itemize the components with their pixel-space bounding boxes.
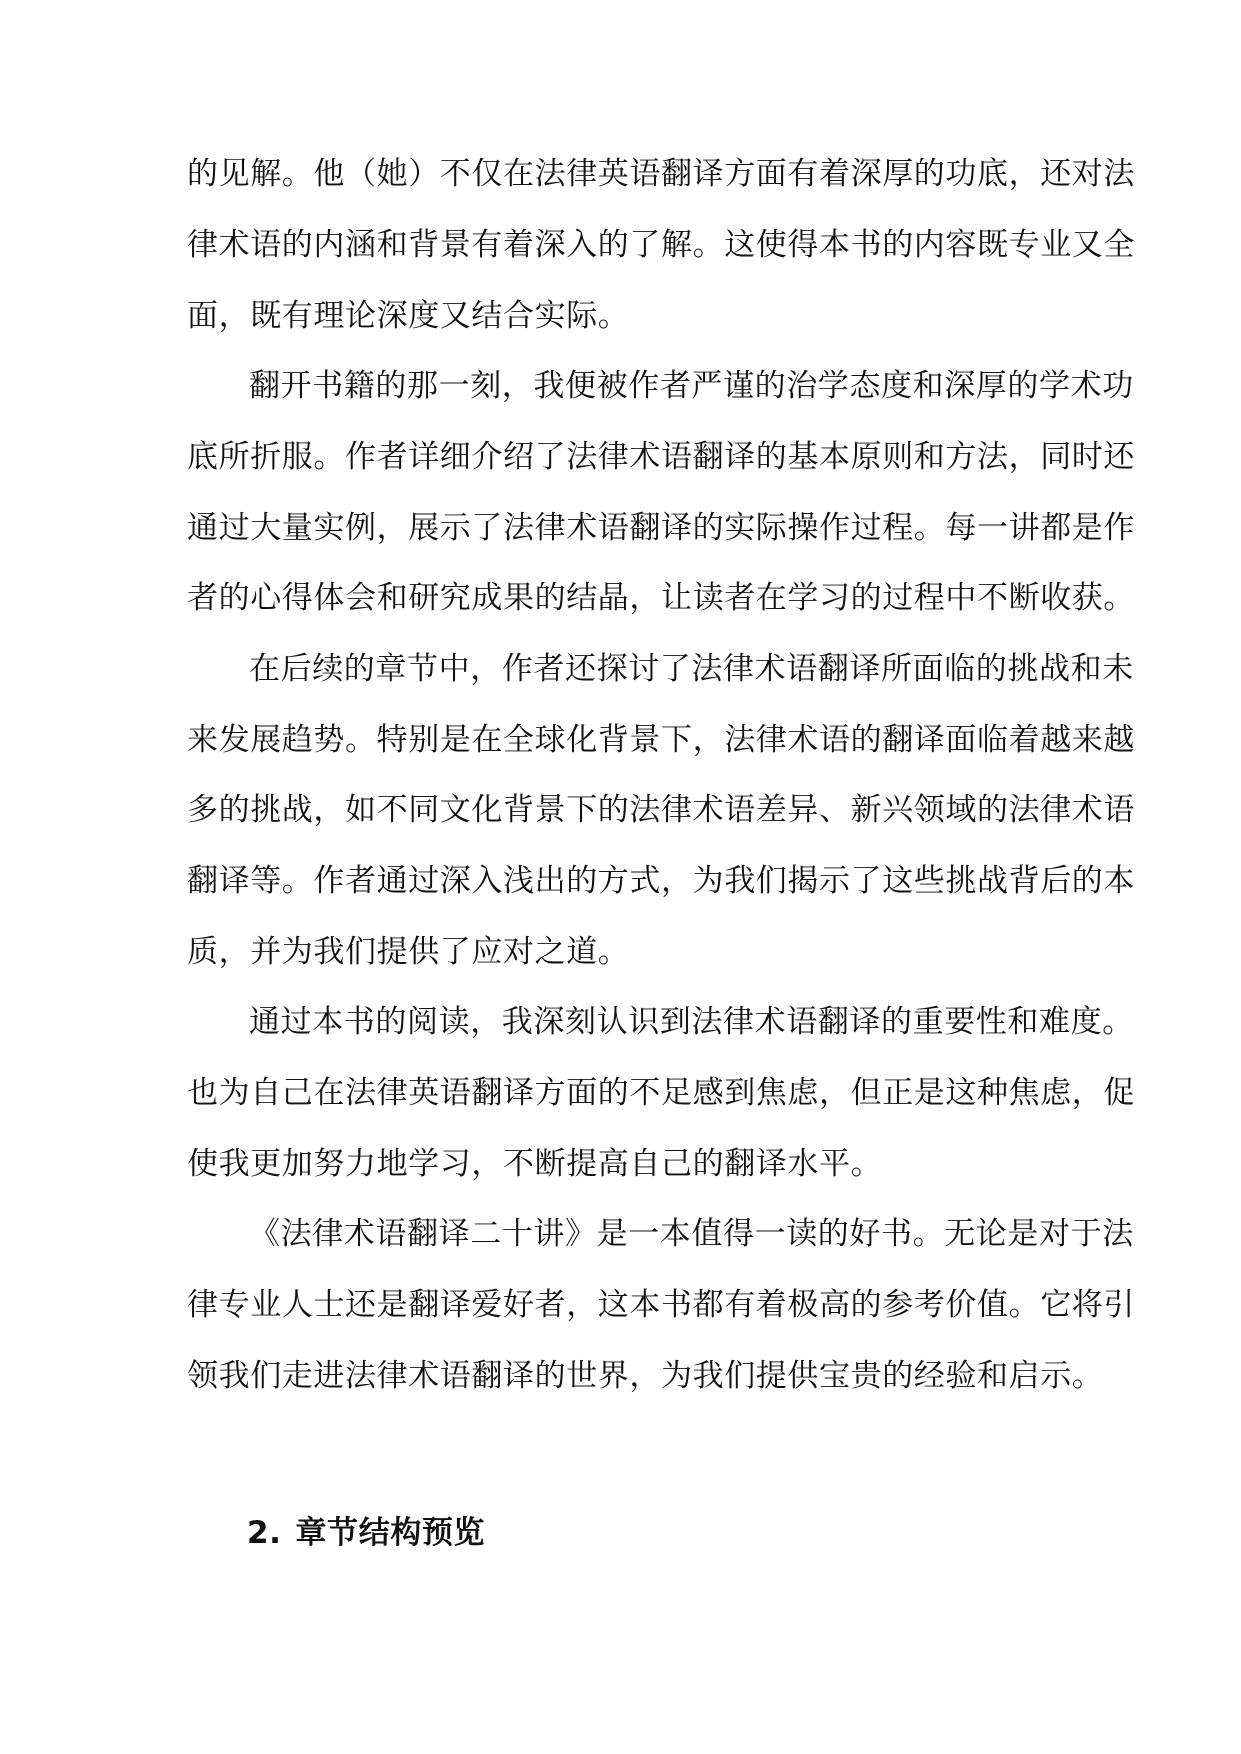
paragraph-3-line-4: 翻译等。作者通过深入浅出的方式，为我们揭示了这些挑战背后的本 xyxy=(187,863,1135,899)
paragraph-3-line-5: 质，并为我们提供了应对之道。 xyxy=(187,934,630,970)
section-number: 2. xyxy=(247,1515,282,1551)
paragraph-1-line-3: 面，既有理论深度又结合实际。 xyxy=(187,298,630,334)
paragraph-5-line-2: 律专业人士还是翻译爱好者，这本书都有着极高的参考价值。它将引 xyxy=(187,1287,1135,1323)
paragraph-3-line-1: 在后续的章节中，作者还探讨了法律术语翻译所面临的挑战和未 xyxy=(249,651,1134,687)
section-title: 章节结构预览 xyxy=(295,1515,486,1551)
paragraph-4-line-3: 使我更加努力地学习，不断提高自己的翻译水平。 xyxy=(187,1146,883,1182)
paragraph-1-line-2: 律术语的内涵和背景有着深入的了解。这使得本书的内容既专业又全 xyxy=(187,227,1135,263)
paragraph-1-line-1: 的见解。他（她）不仅在法律英语翻译方面有着深厚的功底，还对法 xyxy=(187,156,1135,192)
paragraph-2-line-3: 通过大量实例，展示了法律术语翻译的实际操作过程。每一讲都是作 xyxy=(187,510,1135,546)
paragraph-5-line-1: 《法律术语翻译二十讲》是一本值得一读的好书。无论是对于法 xyxy=(249,1216,1134,1252)
paragraph-4-line-1: 通过本书的阅读，我深刻认识到法律术语翻译的重要性和难度。 xyxy=(249,1004,1134,1040)
paragraph-2-line-2: 底所折服。作者详细介绍了法律术语翻译的基本原则和方法，同时还 xyxy=(187,439,1135,475)
paragraph-2-line-1: 翻开书籍的那一刻，我便被作者严谨的治学态度和深厚的学术功 xyxy=(249,368,1134,404)
paragraph-3-line-3: 多的挑战，如不同文化背景下的法律术语差异、新兴领域的法律术语 xyxy=(187,792,1135,828)
paragraph-4-line-2: 也为自己在法律英语翻译方面的不足感到焦虑，但正是这种焦虑，促 xyxy=(187,1075,1135,1111)
paragraph-3-line-2: 来发展趋势。特别是在全球化背景下，法律术语的翻译面临着越来越 xyxy=(187,722,1135,758)
section-heading xyxy=(247,1505,485,1561)
paragraph-5-line-3: 领我们走进法律术语翻译的世界，为我们提供宝贵的经验和启示。 xyxy=(187,1358,1104,1394)
paragraph-2-line-4: 者的心得体会和研究成果的结晶，让读者在学习的过程中不断收获。 xyxy=(187,580,1135,616)
